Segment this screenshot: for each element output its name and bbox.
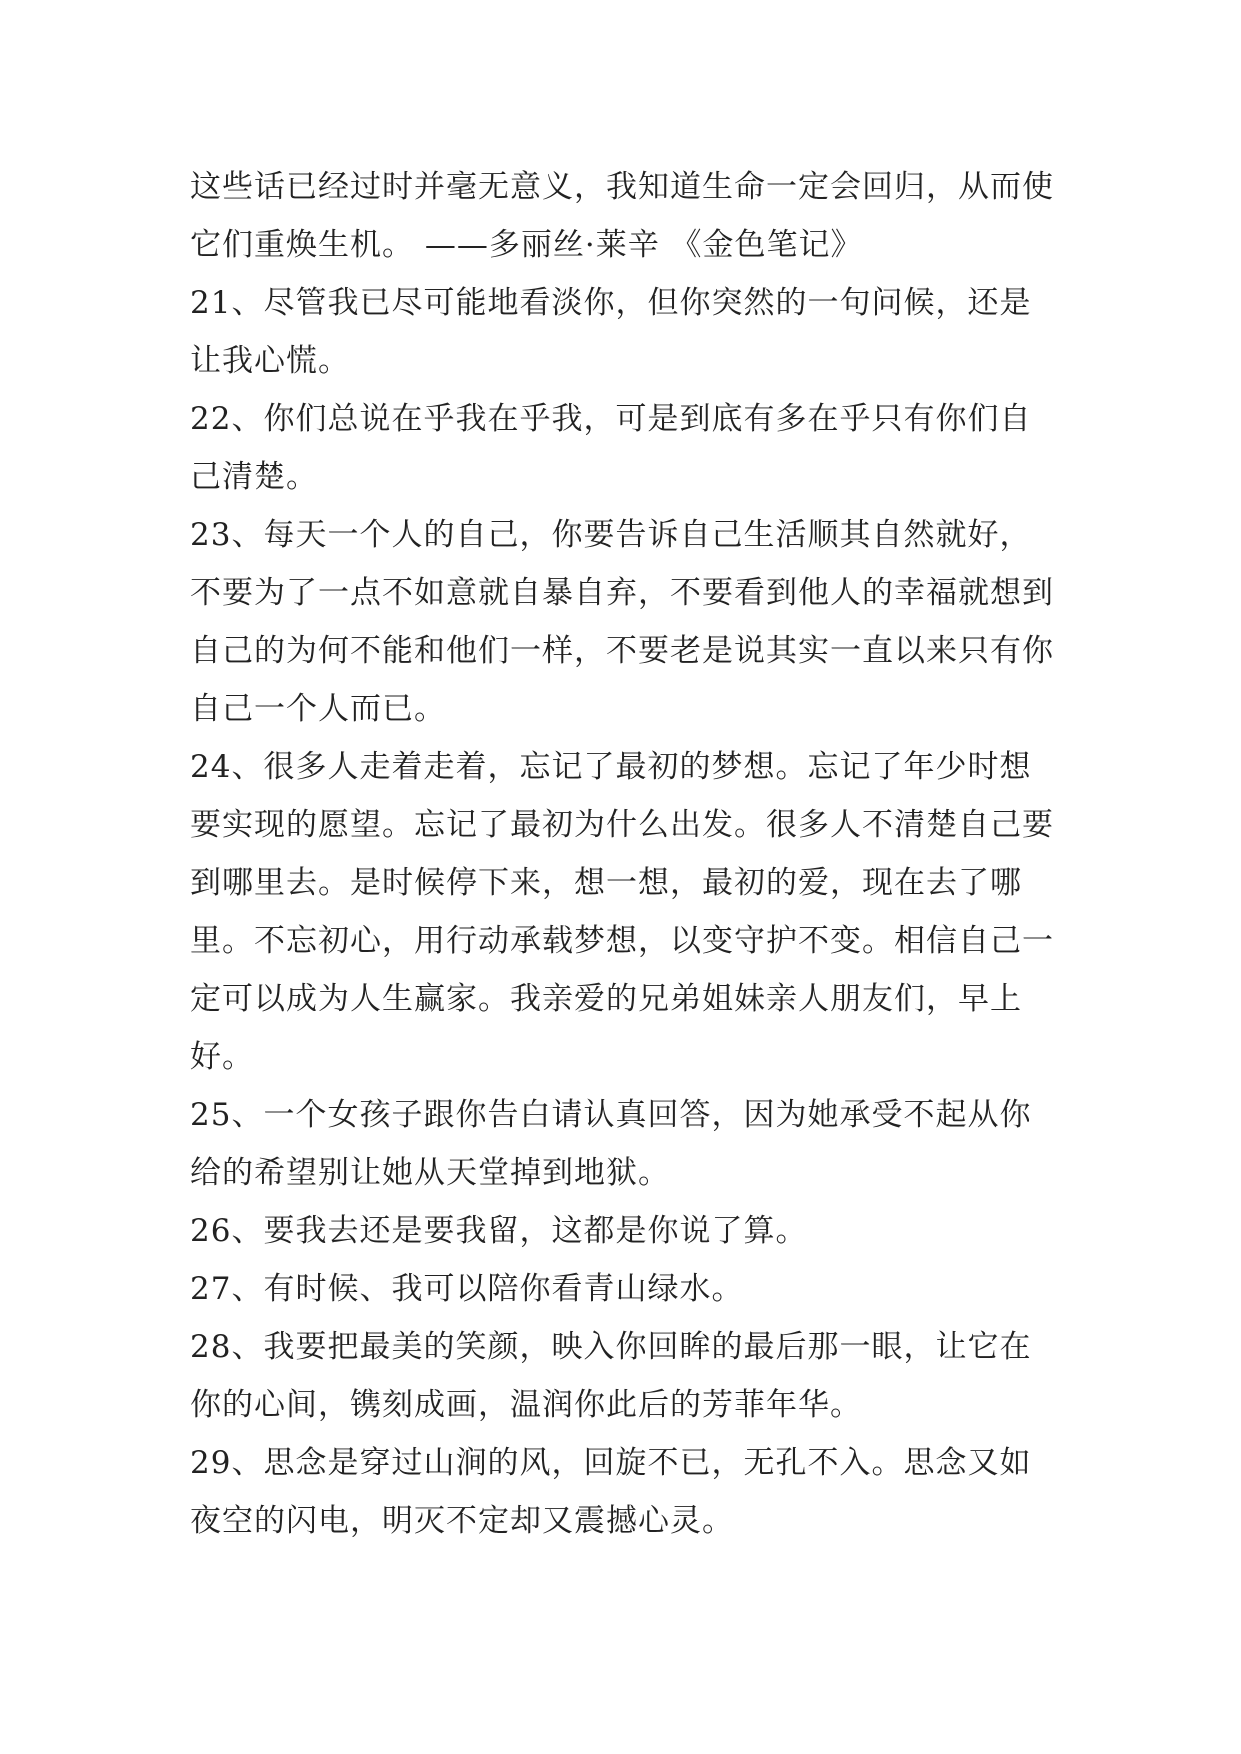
- list-item-25: 25、一个女孩子跟你告白请认真回答，因为她承受不起从你给的希望别让她从天堂掉到地狱。: [190, 1097, 1032, 1191]
- list-item-24: 24、很多人走着走着，忘记了最初的梦想。忘记了年少时想要实现的愿望。忘记了最初为什么出发。很多人不清楚自己要到哪里去。是时候停下来，想一想，最初的爱，现在去了哪里。不忘初心，用行动承载梦想，以变守护不变。相信自己一定可以成为人生赢家。我亲爱的兄弟姐妹亲人朋友们，早上好。: [190, 749, 1054, 1075]
- list-item-23: 23、每天一个人的自己，你要告诉自己生活顺其自然就好，不要为了一点不如意就自暴自弃，不要看到他人的幸福就想到自己的为何不能和他们一样，不要老是说其实一直以来只有你自己一个人而已。: [190, 517, 1054, 727]
- quote-paragraph: 这些话已经过时并毫无意义，我知道生命一定会回归，从而使它们重焕生机。 ——多丽丝·莱辛 《金色笔记》: [190, 169, 1054, 263]
- document-body: [190, 158, 1060, 1550]
- list-item-22: 22、你们总说在乎我在乎我，可是到底有多在乎只有你们自己清楚。: [190, 401, 1032, 495]
- list-item-26: 26、要我去还是要我留，这都是你说了算。: [190, 1213, 808, 1249]
- list-item-27: 27、有时候、我可以陪你看青山绿水。: [190, 1271, 744, 1307]
- list-item-29: 29、思念是穿过山涧的风，回旋不已，无孔不入。思念又如夜空的闪电，明灭不定却又震撼心灵。: [190, 1445, 1032, 1539]
- list-item-28: 28、我要把最美的笑颜，映入你回眸的最后那一眼，让它在你的心间，镌刻成画，温润你此后的芳菲年华。: [190, 1329, 1032, 1423]
- list-item-21: 21、尽管我已尽可能地看淡你，但你突然的一句问候，还是让我心慌。: [190, 285, 1032, 379]
